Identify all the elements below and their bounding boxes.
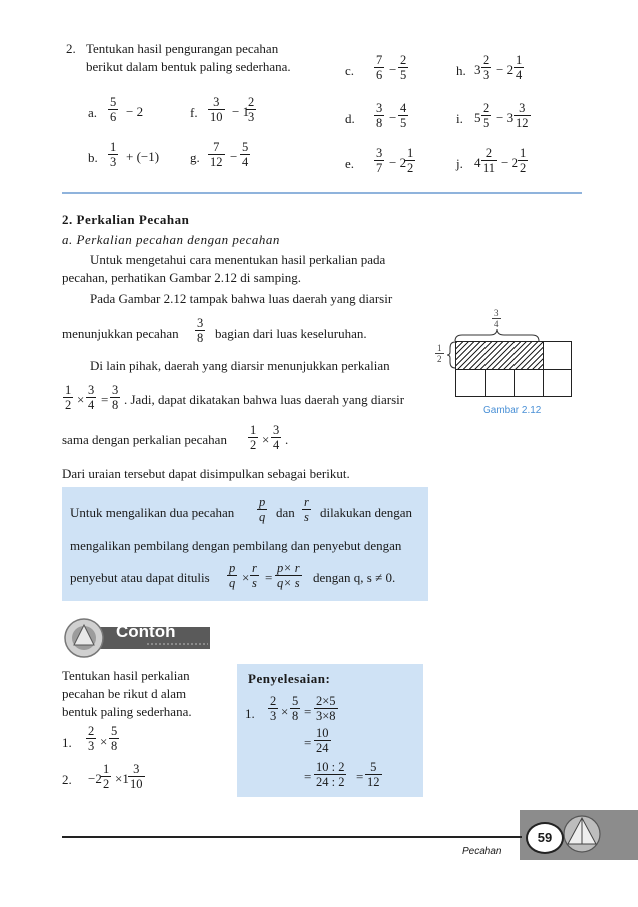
exercise-number: 2. [66, 41, 76, 56]
item-f-op: − 1 [232, 104, 250, 119]
grid-cell-shaded [485, 342, 515, 370]
paragraph-3-fraction-3: $\frac{3}{8}$ [112, 383, 119, 412]
item-c-label: c. [345, 63, 355, 78]
paragraph-1-line-2: pecahan, perhatikan Gambar 2.12 di samping. [62, 270, 301, 285]
solution-equals-3: = [304, 769, 312, 784]
rule-fraction-rs: $\frac{r}{s}$ [304, 495, 309, 524]
rule-line-3-pre: penyebut atau dapat ditulis [70, 570, 210, 585]
item-j-op: − 2 [501, 155, 519, 170]
paragraph-2-pre: menunjukkan pecahan [62, 326, 179, 341]
item-h-label: h. [456, 63, 466, 78]
solution-step-4: $\frac{5}{12}$ [367, 760, 380, 789]
paragraph-2-line-1: Pada Gambar 2.12 tampak bahwa luas daerah yang diarsir [90, 291, 393, 306]
contoh-question-3: bentuk paling sederhana. [62, 704, 192, 719]
paragraph-4-fraction-2: $\frac{3}{4}$ [273, 423, 280, 452]
solution-equals-2: = [304, 735, 312, 750]
paragraph-5: Dari uraian tersebut dapat disimpulkan sebagai berikut. [62, 466, 350, 481]
footer-ornament-icon [560, 812, 620, 856]
paragraph-4-times: × [262, 432, 270, 447]
item-a-label: a. [88, 105, 98, 120]
paragraph-3-post: . Jadi, dapat dikatakan bahwa luas daerah yang diarsir [124, 392, 405, 407]
section-heading: 2. Perkalian Pecahan [62, 212, 190, 227]
exercise-instruction-2: berikut dalam bentuk paling sederhana. [86, 59, 291, 74]
contoh-question-1: Tentukan hasil perkalian [62, 668, 190, 683]
figure-caption: Gambar 2.12 [483, 405, 542, 416]
contoh-item-2-fraction-1: $\frac{1}{2}$ [103, 762, 110, 791]
rule-line-1-pre: Untuk mengalikan dua pecahan [70, 505, 235, 520]
contoh-item-2-op: ×1 [115, 771, 129, 786]
grid-cell-shaded [456, 342, 486, 370]
rule-dan: dan [276, 505, 295, 520]
rule-formula-pq: $\frac{p}{q}$ [229, 561, 236, 590]
item-a-fraction: $\frac{5}{6}$ [110, 95, 117, 124]
contoh-item-1-fraction-2: $\frac{5}{8}$ [111, 724, 118, 753]
item-c-op: − [389, 62, 397, 77]
contoh-question-2: pecahan be rikut d alam [62, 686, 187, 701]
exercise-instruction-1: Tentukan hasil pengurangan pecahan [86, 41, 279, 56]
item-j-label: j. [456, 156, 463, 171]
paragraph-1-line-1: Untuk mengetahui cara menentukan hasil perkalian pada [90, 252, 386, 267]
contoh-item-1-op: × [100, 734, 108, 749]
item-g-fraction-1: $\frac{7}{12}$ [210, 140, 223, 169]
exercise-divider [62, 192, 582, 194]
item-i-label: i. [456, 111, 463, 126]
footer-line [62, 836, 522, 838]
item-i-fraction-2: $\frac{3}{12}$ [516, 101, 529, 130]
item-j-fraction-2: $\frac{1}{2}$ [520, 146, 527, 175]
rule-line-2: mengalikan pembilang dengan pembilang dan penyebut dengan [70, 538, 402, 553]
figure-top-fraction: $\frac{3}{4}$ [494, 308, 499, 329]
item-d-fraction-1: $\frac{3}{8}$ [376, 101, 383, 130]
item-e-op: − 2 [389, 155, 407, 170]
figure-grid [455, 341, 572, 397]
grid-cell [514, 369, 544, 397]
item-g-label: g. [190, 150, 200, 165]
solution-fraction-1: $\frac{2}{3}$ [270, 694, 277, 723]
item-d-op: − [389, 110, 397, 125]
rule-formula-result: $\frac{p\times r}{q\times s}$ [277, 561, 300, 590]
item-b-fraction: $\frac{1}{3}$ [110, 140, 117, 169]
item-i-fraction-1: $\frac{2}{5}$ [483, 101, 490, 130]
item-d-label: d. [345, 111, 355, 126]
paragraph-2-post: bagian dari luas keseluruhan. [215, 326, 367, 341]
solution-label: 1. [245, 706, 255, 721]
item-h-whole: 3 [474, 62, 481, 77]
contoh-item-1-fraction-1: $\frac{2}{3}$ [88, 724, 95, 753]
item-e-label: e. [345, 156, 355, 171]
rule-fraction-pq: $\frac{p}{q}$ [259, 495, 266, 524]
item-g-fraction-2: $\frac{5}{4}$ [242, 140, 249, 169]
item-a-op: − 2 [126, 104, 144, 119]
paragraph-3-fraction-2: $\frac{3}{4}$ [88, 383, 95, 412]
rule-line-1-post: dilakukan dengan [320, 505, 413, 520]
item-h-fraction-1: $\frac{2}{3}$ [483, 53, 490, 82]
item-i-op: − 3 [496, 110, 514, 125]
paragraph-3-equals: = [101, 392, 109, 407]
grid-cell [485, 369, 515, 397]
grid-cell [456, 369, 486, 397]
footer-chapter: Pecahan [462, 846, 502, 857]
item-f-fraction-1: $\frac{3}{10}$ [210, 95, 223, 124]
solution-equals-4: = [356, 769, 364, 784]
grid-cell-shaded [514, 342, 544, 370]
solution-fraction-2: $\frac{5}{8}$ [292, 694, 299, 723]
page-number: 59 [526, 822, 564, 854]
item-f-fraction-2: $\frac{2}{3}$ [248, 95, 255, 124]
paragraph-4-fraction-1: $\frac{1}{2}$ [250, 423, 257, 452]
contoh-item-1-label: 1. [62, 735, 72, 750]
grid-cell [543, 342, 572, 370]
item-i-whole: 5 [474, 110, 481, 125]
item-j-whole: 4 [474, 155, 481, 170]
item-h-fraction-2: $\frac{1}{4}$ [516, 53, 523, 82]
item-b-op: + (−1) [126, 149, 160, 164]
item-f-label: f. [190, 105, 198, 120]
item-g-op: − [230, 149, 238, 164]
solution-times: × [281, 704, 289, 719]
item-h-op: − 2 [496, 62, 514, 77]
item-e-fraction-2: $\frac{1}{2}$ [407, 146, 414, 175]
figure-side-fraction: $\frac{1}{2}$ [437, 343, 442, 364]
rule-formula-rs: $\frac{r}{s}$ [252, 561, 257, 590]
paragraph-4-pre: sama dengan perkalian pecahan [62, 432, 227, 447]
item-d-fraction-2: $\frac{4}{5}$ [400, 101, 407, 130]
section-subheading: a. Perkalian pecahan dengan pecahan [62, 232, 280, 247]
contoh-title: Contoh [116, 622, 176, 641]
rule-formula-times: × [242, 570, 250, 585]
exercise-area [0, 0, 638, 207]
rule-line-3-post: dengan q, s ≠ 0. [313, 570, 396, 585]
solution-equals-1: = [304, 704, 312, 719]
solution-step-1: $\frac{2\times 5}{3\times 8}$ [316, 694, 336, 723]
grid-cell [543, 369, 572, 397]
solution-step-3: $\frac{10 : 2}{24 : 2}$ [316, 760, 345, 789]
item-c-fraction-1: $\frac{7}{6}$ [376, 53, 383, 82]
paragraph-3-line-1: Di lain pihak, daerah yang diarsir menunjukkan perkalian [90, 358, 390, 373]
paragraph-2-fraction: $\frac{3}{8}$ [197, 316, 204, 345]
paragraph-3-times: × [77, 392, 85, 407]
contoh-item-2-pre: −2 [88, 771, 102, 786]
paragraph-4-end: . [285, 432, 289, 447]
rule-formula-equals: = [265, 570, 273, 585]
solution-step-2: $\frac{10}{24}$ [316, 726, 329, 755]
item-j-fraction-1: $\frac{2}{11}$ [483, 146, 496, 175]
item-c-fraction-2: $\frac{2}{5}$ [400, 53, 407, 82]
contoh-item-2-fraction-2: $\frac{3}{10}$ [130, 762, 143, 791]
item-e-fraction-1: $\frac{3}{7}$ [376, 146, 383, 175]
paragraph-3-fraction-1: $\frac{1}{2}$ [65, 383, 72, 412]
solution-title: Penyelesaian: [248, 671, 331, 686]
item-b-label: b. [88, 150, 98, 165]
contoh-item-2-label: 2. [62, 772, 72, 787]
